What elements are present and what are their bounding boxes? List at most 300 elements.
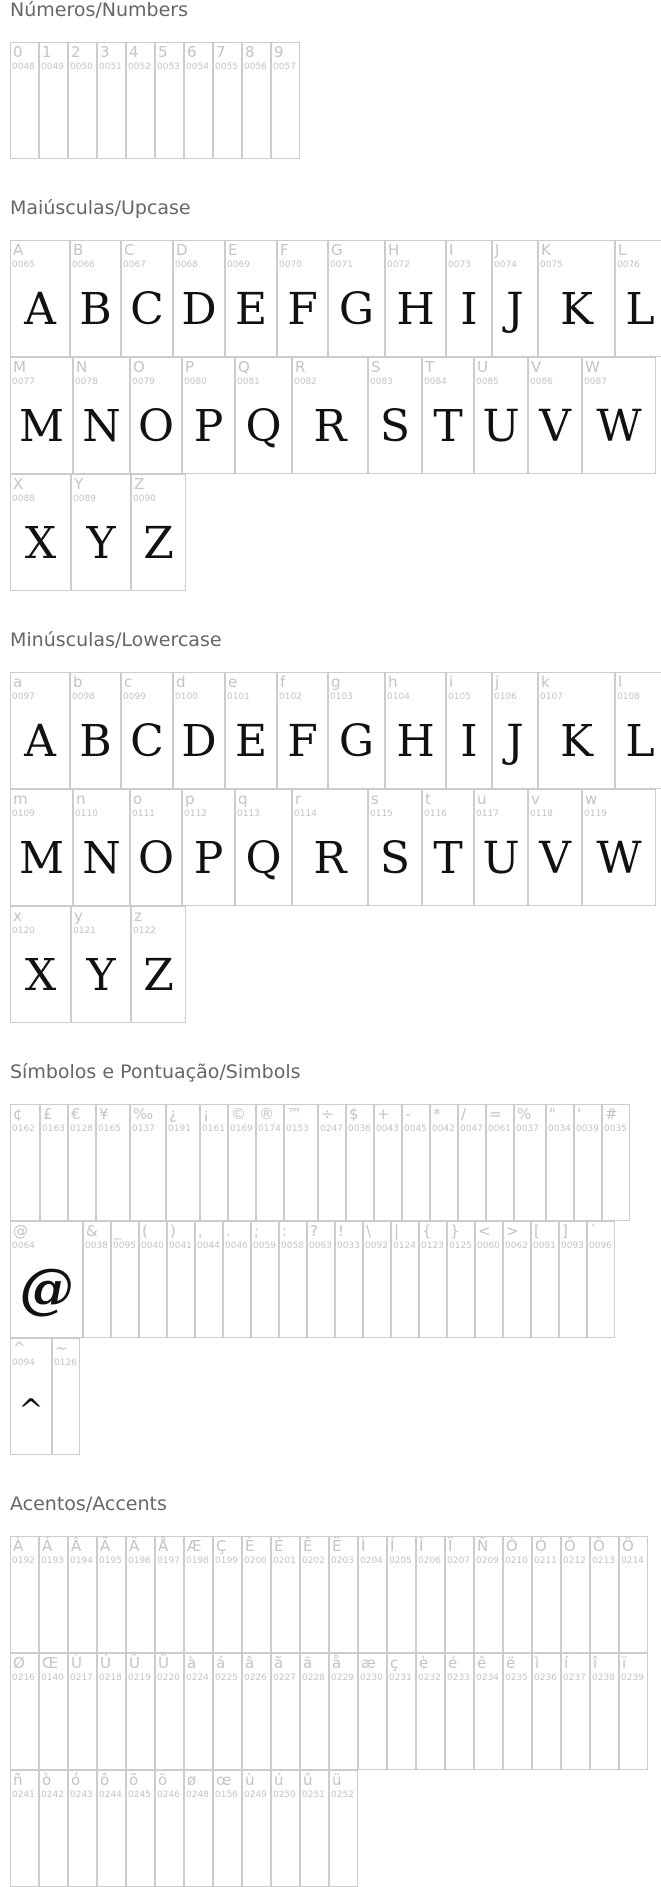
cell-character: C [124, 241, 135, 259]
cell-code: 0054 [186, 62, 209, 72]
cell-character: [ [534, 1222, 540, 1240]
cell-code: 0039 [576, 1124, 599, 1134]
glyph-sample: S [379, 833, 411, 884]
glyph-cell-u33 [335, 1221, 363, 1338]
cell-character: & [86, 1222, 98, 1240]
glyph-cell-9 [271, 42, 300, 159]
cell-character: y [74, 907, 83, 925]
glyph-cell-u124 [391, 1221, 419, 1338]
cell-code: 0041 [169, 1241, 192, 1251]
cell-code: 0118 [530, 809, 553, 819]
glyph-cell-x [10, 906, 71, 1023]
cell-code: 0077 [12, 377, 35, 387]
glyph-sample: S [379, 401, 411, 452]
cell-code: 0034 [548, 1124, 571, 1134]
glyph-sample: T [433, 833, 463, 884]
cell-character: + [377, 1105, 390, 1123]
glyph-cell-u243 [68, 1770, 97, 1887]
cell-character: É [274, 1537, 284, 1555]
cell-character: ! [338, 1222, 345, 1240]
cell-code: 0066 [72, 260, 95, 270]
cell-character: ü [332, 1771, 342, 1789]
cell-character: ¿ [169, 1105, 177, 1123]
cell-code: 0083 [370, 377, 393, 387]
cell-code: 0234 [476, 1673, 499, 1683]
glyph-cell-t [422, 357, 474, 474]
glyph-cell-u234 [474, 1653, 503, 1770]
cell-character: B [73, 241, 84, 259]
glyph-cell-u201 [271, 1536, 300, 1653]
cell-character: N [76, 358, 88, 376]
glyph-sample: G [338, 716, 375, 767]
cell-code: 0192 [12, 1556, 35, 1566]
glyph-cell-u123 [419, 1221, 447, 1338]
glyph-cell-l [615, 672, 661, 789]
cell-character: S [371, 358, 381, 376]
glyph-sample: E [234, 284, 268, 335]
cell-code: 0064 [12, 1241, 35, 1251]
cell-character: õ [129, 1771, 139, 1789]
cell-character: } [450, 1222, 460, 1240]
cell-character: Y [74, 475, 84, 493]
glyph-cell-p [182, 789, 235, 906]
glyph-cell-f [277, 672, 328, 789]
glyph-cell-u252 [329, 1770, 358, 1887]
glyph-sample: W [596, 833, 642, 884]
glyph-cell-m [10, 789, 73, 906]
glyph-sample: X [24, 518, 57, 569]
glyph-cell-u161 [200, 1104, 228, 1221]
cell-code: 0074 [494, 260, 517, 270]
cell-code: 0051 [99, 62, 122, 72]
cell-code: 0094 [12, 1358, 35, 1368]
glyph-cell-u191 [166, 1104, 200, 1221]
cell-code: 0093 [561, 1241, 584, 1251]
cell-character: | [394, 1222, 400, 1240]
glyph-cell-u44 [195, 1221, 223, 1338]
cell-character: í [564, 1654, 569, 1672]
cell-character: P [185, 358, 195, 376]
cell-code: 0048 [12, 62, 35, 72]
cell-character: q [238, 790, 248, 808]
glyph-sample: H [396, 284, 435, 335]
glyph-sample: P [193, 833, 224, 884]
cell-character: - [405, 1105, 411, 1123]
glyph-cell-q [235, 789, 292, 906]
cell-character: L [618, 241, 627, 259]
cell-code: 0110 [75, 809, 98, 819]
glyph-sample: H [396, 716, 435, 767]
cell-code: 0220 [157, 1673, 180, 1683]
cell-code: 0120 [12, 926, 35, 936]
cell-character: ' [577, 1105, 582, 1123]
glyph-cell-b [70, 672, 121, 789]
cell-code: 0213 [592, 1556, 615, 1566]
cell-code: 0252 [331, 1790, 354, 1800]
glyph-sample: F [287, 716, 318, 767]
cell-character: { [422, 1222, 432, 1240]
glyph-cell-u174 [256, 1104, 284, 1221]
glyph-cell-u202 [300, 1536, 329, 1653]
glyph-cell-u45 [402, 1104, 430, 1221]
glyph-sample: R [313, 833, 347, 884]
glyph-sample: I [460, 284, 478, 335]
cell-character: T [425, 358, 435, 376]
cell-code: 0156 [215, 1790, 238, 1800]
cell-code: 0200 [244, 1556, 267, 1566]
cell-code: 0082 [294, 377, 317, 387]
glyph-cell-u241 [10, 1770, 39, 1887]
glyph-cell-l [615, 240, 661, 357]
cell-code: 0095 [113, 1241, 136, 1251]
glyph-sample: O [137, 833, 175, 884]
cell-character: Ú [100, 1654, 111, 1672]
cell-character: Œ [42, 1654, 59, 1672]
cell-character: 1 [42, 43, 52, 61]
glyph-cell-u47 [458, 1104, 486, 1221]
glyph-cell-u206 [416, 1536, 445, 1653]
cell-code: 0068 [175, 260, 198, 270]
cell-code: 0067 [123, 260, 146, 270]
cell-code: 0161 [202, 1124, 225, 1134]
glyph-cell-j [492, 240, 538, 357]
glyph-cell-u42 [430, 1104, 458, 1221]
glyph-sample: K [560, 716, 593, 767]
cell-character: n [76, 790, 86, 808]
cell-character: ã [274, 1654, 284, 1672]
cell-character: ) [170, 1222, 176, 1240]
cell-code: 0106 [494, 692, 517, 702]
glyph-cell-u245 [126, 1770, 155, 1887]
cell-character: È [245, 1537, 255, 1555]
glyph-cell-u207 [445, 1536, 474, 1653]
cell-code: 0245 [128, 1790, 151, 1800]
glyph-cell-u96 [587, 1221, 615, 1338]
cell-code: 0239 [621, 1673, 644, 1683]
glyph-cell-k [538, 240, 615, 357]
glyph-cell-1 [39, 42, 68, 159]
cell-code: 0214 [621, 1556, 644, 1566]
cell-code: 0137 [132, 1124, 155, 1134]
cell-code: 0124 [393, 1241, 416, 1251]
cell-code: 0195 [99, 1556, 122, 1566]
cell-code: 0107 [540, 692, 563, 702]
glyph-cell-u46 [223, 1221, 251, 1338]
cell-character: A [13, 241, 24, 259]
cell-character: _ [114, 1222, 122, 1240]
cell-code: 0122 [133, 926, 156, 936]
glyph-cell-u205 [387, 1536, 416, 1653]
glyph-cell-u194 [68, 1536, 97, 1653]
cell-code: 0231 [389, 1673, 412, 1683]
cell-character: * [433, 1105, 441, 1123]
glyph-cell-i [446, 672, 492, 789]
cell-code: 0174 [258, 1124, 281, 1134]
glyph-cell-u200 [242, 1536, 271, 1653]
cell-code: 0246 [157, 1790, 180, 1800]
cell-code: 0057 [273, 62, 296, 72]
cell-code: 0042 [432, 1124, 455, 1134]
cell-code: 0084 [424, 377, 447, 387]
cell-code: 0052 [128, 62, 151, 72]
cell-code: 0247 [320, 1124, 343, 1134]
cell-code: 0169 [230, 1124, 253, 1134]
glyph-sample: Z [143, 950, 174, 1001]
cell-code: 0114 [294, 809, 317, 819]
glyph-sample: R [313, 401, 347, 452]
cell-code: 0092 [365, 1241, 388, 1251]
glyph-sample: W [596, 401, 642, 452]
glyph-cell-a [10, 240, 70, 357]
glyph-cell-u225 [213, 1653, 242, 1770]
glyph-cell-y [71, 906, 131, 1023]
cell-code: 0049 [41, 62, 64, 72]
glyph-sample: G [338, 284, 375, 335]
glyph-cell-a [10, 672, 70, 789]
glyph-cell-u239 [619, 1653, 648, 1770]
cell-character: b [73, 673, 83, 691]
glyph-sample: V [539, 833, 571, 884]
cell-code: 0045 [404, 1124, 427, 1134]
cell-character: 4 [129, 43, 139, 61]
glyph-cell-u162 [10, 1104, 40, 1221]
cell-code: 0153 [286, 1124, 309, 1134]
cell-character: â [245, 1654, 255, 1672]
cell-character: Í [390, 1537, 395, 1555]
cell-code: 0090 [133, 494, 156, 504]
cell-character: i [449, 673, 454, 691]
cell-character: å [332, 1654, 342, 1672]
glyph-cell-u63 [307, 1221, 335, 1338]
cell-character: 5 [158, 43, 168, 61]
cell-code: 0103 [330, 692, 353, 702]
section-title-lowercase: Minúsculas/Lowercase [10, 629, 222, 651]
cell-character: Z [134, 475, 145, 493]
glyph-sample: D [181, 284, 217, 335]
glyph-cell-t [422, 789, 474, 906]
cell-code: 0206 [418, 1556, 441, 1566]
glyph-sample: C [130, 284, 164, 335]
cell-character: u [477, 790, 487, 808]
cell-character: w [585, 790, 598, 808]
cell-character: ^ [13, 1339, 26, 1357]
glyph-cell-u [474, 357, 528, 474]
cell-code: 0037 [516, 1124, 539, 1134]
cell-code: 0204 [360, 1556, 383, 1566]
glyph-sample: B [79, 284, 112, 335]
cell-code: 0163 [42, 1124, 65, 1134]
cell-code: 0237 [563, 1673, 586, 1683]
glyph-sample: U [482, 401, 520, 452]
glyph-cell-u8482 [284, 1104, 318, 1221]
glyph-cell-u60 [475, 1221, 503, 1338]
glyph-cell-u213 [590, 1536, 619, 1653]
glyph-cell-0 [10, 42, 39, 159]
cell-character: # [605, 1105, 618, 1123]
glyph-cell-u242 [39, 1770, 68, 1887]
cell-character: ñ [13, 1771, 23, 1789]
cell-character: à [187, 1654, 197, 1672]
cell-character: Ê [303, 1537, 313, 1555]
glyph-cell-v [528, 789, 582, 906]
glyph-sample: Q [245, 833, 282, 884]
glyph-cell-w [582, 789, 656, 906]
cell-character: x [13, 907, 22, 925]
glyph-sample: ^ [18, 1393, 44, 1428]
glyph-sample: Z [143, 518, 174, 569]
cell-character: Ç [216, 1537, 227, 1555]
glyph-cell-u95 [111, 1221, 139, 1338]
glyph-sample: L [625, 284, 655, 335]
section-title-numbers: Números/Numbers [10, 0, 188, 21]
cell-code: 0123 [421, 1241, 444, 1251]
cell-code: 0059 [253, 1241, 276, 1251]
glyph-cell-g [328, 672, 385, 789]
cell-code: 0046 [225, 1241, 248, 1251]
cell-code: 0210 [505, 1556, 528, 1566]
cell-code: 0112 [184, 809, 207, 819]
cell-character: H [388, 241, 400, 259]
cell-code: 0088 [12, 494, 35, 504]
glyph-cell-u192 [10, 1536, 39, 1653]
cell-code: 0076 [617, 260, 640, 270]
cell-code: 0248 [186, 1790, 209, 1800]
cell-character: Ø [13, 1654, 25, 1672]
glyph-cell-u35 [602, 1104, 630, 1221]
glyph-cell-u237 [561, 1653, 590, 1770]
glyph-cell-u216 [10, 1653, 39, 1770]
glyph-cell-u247 [318, 1104, 346, 1221]
glyph-cell-u163 [40, 1104, 68, 1221]
glyph-cell-u125 [447, 1221, 475, 1338]
glyph-cell-4 [126, 42, 155, 159]
cell-code: 0113 [237, 809, 260, 819]
cell-character: 2 [71, 43, 81, 61]
cell-code: 0233 [447, 1673, 470, 1683]
cell-character: á [216, 1654, 226, 1672]
cell-character: = [489, 1105, 502, 1123]
cell-code: 0191 [168, 1124, 191, 1134]
glyph-cell-7 [213, 42, 242, 159]
glyph-cell-b [70, 240, 121, 357]
glyph-cell-u236 [532, 1653, 561, 1770]
cell-code: 0071 [330, 260, 353, 270]
cell-character: @ [13, 1222, 28, 1240]
cell-code: 0218 [99, 1673, 122, 1683]
cell-code: 0125 [449, 1241, 472, 1251]
cell-code: 0065 [12, 260, 35, 270]
cell-code: 0053 [157, 62, 180, 72]
cell-character: ™ [287, 1105, 302, 1123]
cell-character: J [495, 241, 500, 259]
glyph-sample: C [130, 716, 164, 767]
cell-code: 0115 [370, 809, 393, 819]
glyph-cell-j [492, 672, 538, 789]
cell-code: 0109 [12, 809, 35, 819]
cell-code: 0165 [98, 1124, 121, 1134]
cell-code: 0104 [387, 692, 410, 702]
cell-code: 0211 [534, 1556, 557, 1566]
cell-code: 0198 [186, 1556, 209, 1566]
cell-character: M [13, 358, 26, 376]
glyph-cell-d [173, 672, 225, 789]
glyph-sample: N [82, 833, 121, 884]
glyph-sample: V [539, 401, 571, 452]
glyph-cell-n [73, 789, 130, 906]
glyph-cell-u58 [279, 1221, 307, 1338]
cell-character: ë [506, 1654, 516, 1672]
glyph-cell-8 [242, 42, 271, 159]
cell-character: ÷ [321, 1105, 334, 1123]
glyph-cell-u8240 [130, 1104, 166, 1221]
glyph-cell-u204 [358, 1536, 387, 1653]
cell-character: " [549, 1105, 556, 1123]
cell-character: d [176, 673, 186, 691]
cell-character: p [185, 790, 195, 808]
glyph-cell-u92 [363, 1221, 391, 1338]
glyph-cell-u217 [68, 1653, 97, 1770]
glyph-cell-u212 [561, 1536, 590, 1653]
cell-character: Ì [361, 1537, 366, 1555]
cell-code: 0140 [41, 1673, 64, 1683]
glyph-cell-5 [155, 42, 184, 159]
cell-character: Ü [158, 1654, 169, 1672]
glyph-cell-z [131, 474, 186, 591]
cell-code: 0038 [85, 1241, 108, 1251]
cell-code: 0228 [302, 1673, 325, 1683]
cell-character: k [541, 673, 550, 691]
glyph-cell-r [292, 357, 368, 474]
cell-code: 0243 [70, 1790, 93, 1800]
glyph-cell-u209 [474, 1536, 503, 1653]
cell-code: 0086 [530, 377, 553, 387]
cell-character: f [280, 673, 286, 691]
cell-character: W [585, 358, 600, 376]
cell-code: 0062 [505, 1241, 528, 1251]
cell-character: Ã [100, 1537, 111, 1555]
cell-code: 0236 [534, 1673, 557, 1683]
glyph-sample: I [460, 716, 478, 767]
glyph-cell-x [10, 474, 71, 591]
cell-code: 0216 [12, 1673, 35, 1683]
cell-code: 0229 [331, 1673, 354, 1683]
cell-code: 0227 [273, 1673, 296, 1683]
glyph-cell-u37 [514, 1104, 546, 1221]
cell-character: U [477, 358, 488, 376]
cell-character: t [425, 790, 431, 808]
cell-code: 0217 [70, 1673, 93, 1683]
glyph-cell-u203 [329, 1536, 358, 1653]
glyph-cell-u214 [619, 1536, 648, 1653]
cell-code: 0058 [281, 1241, 304, 1251]
cell-character: Å [158, 1537, 169, 1555]
cell-character: F [280, 241, 289, 259]
cell-code: 0047 [460, 1124, 483, 1134]
cell-character: D [176, 241, 188, 259]
cell-character: ø [187, 1771, 197, 1789]
cell-character: ò [42, 1771, 52, 1789]
glyph-cell-u [474, 789, 528, 906]
glyph-cell-e [225, 672, 277, 789]
glyph-cell-u224 [184, 1653, 213, 1770]
glyph-sample: A [24, 716, 56, 767]
cell-code: 0061 [488, 1124, 511, 1134]
glyph-cell-s [368, 789, 422, 906]
cell-character: G [331, 241, 343, 259]
glyph-sample: O [137, 401, 175, 452]
glyph-cell-u8364 [68, 1104, 96, 1221]
cell-code: 0072 [387, 260, 410, 270]
